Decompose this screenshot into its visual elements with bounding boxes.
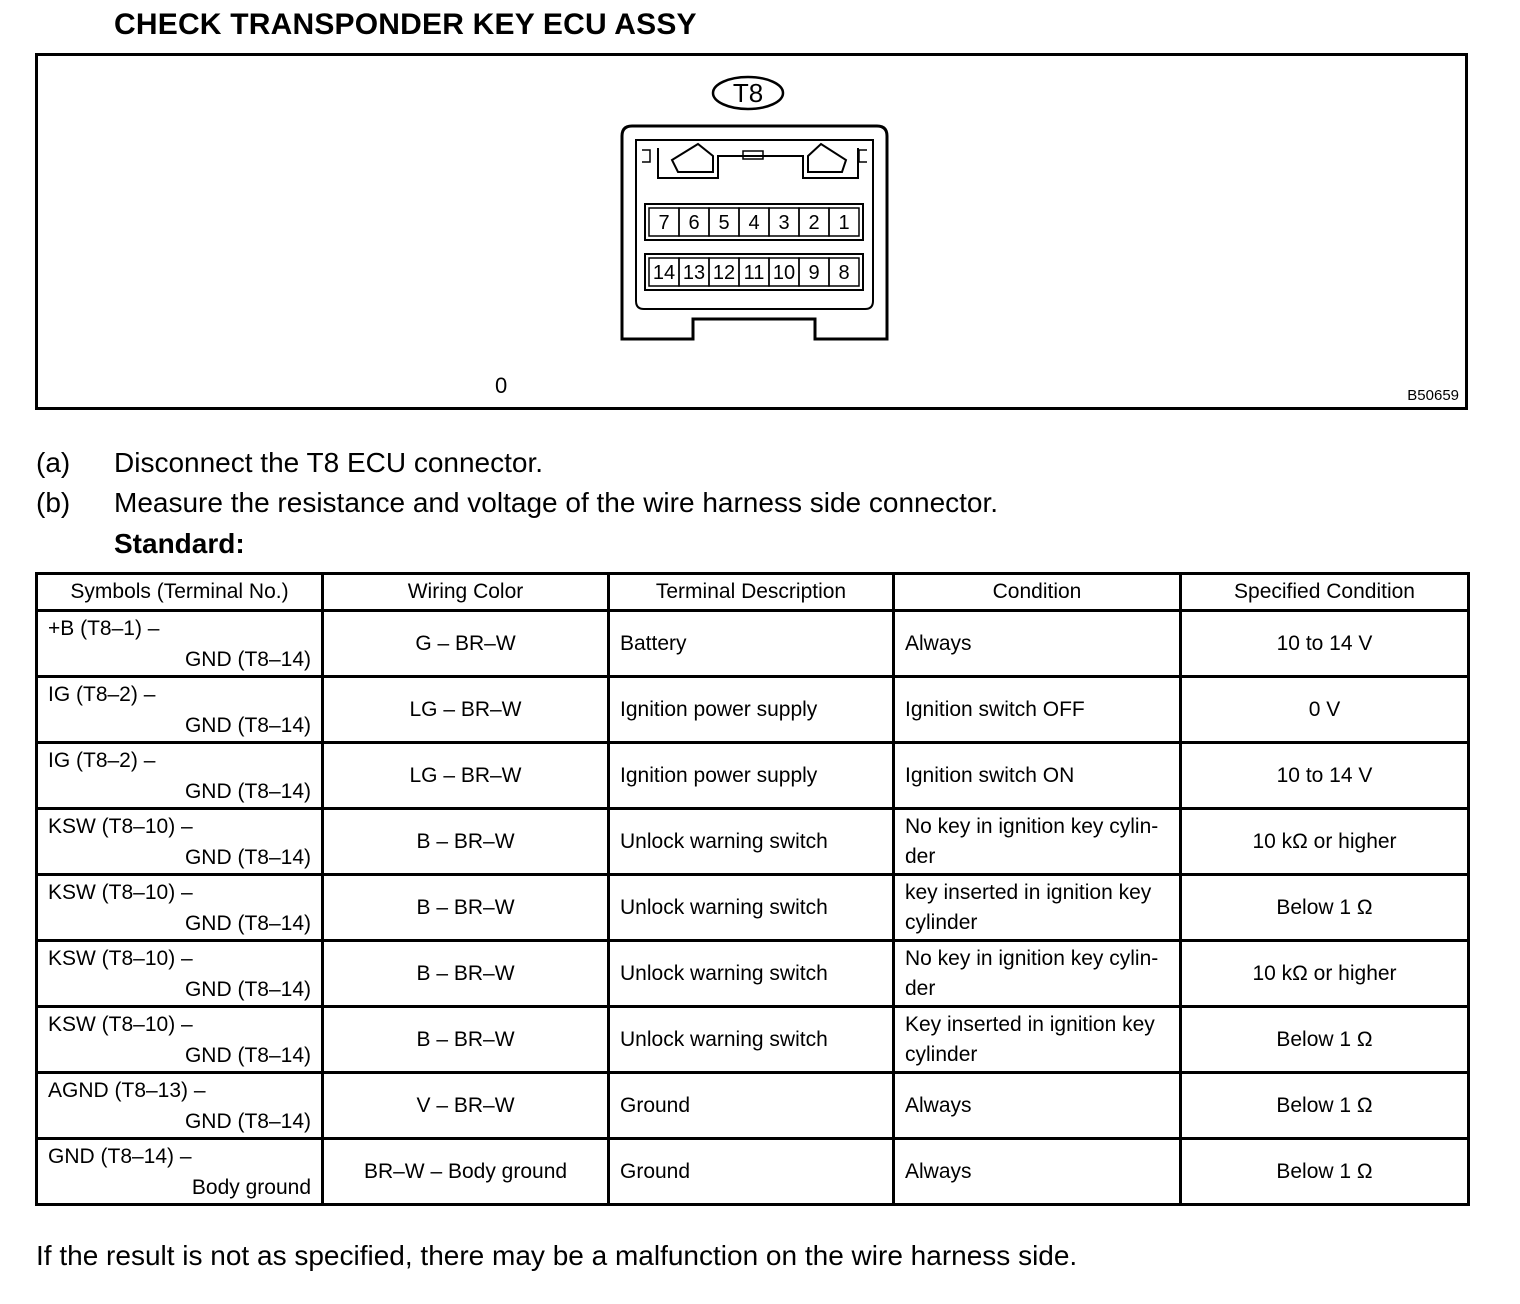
symbol-ground: GND (T8–14) bbox=[184, 911, 311, 935]
symbols-cell bbox=[37, 1007, 323, 1073]
wiring-color-cell: B – BR–W bbox=[323, 941, 609, 1007]
specified-condition-cell: 0 V bbox=[1181, 677, 1469, 743]
symbols-cell bbox=[37, 809, 323, 875]
wiring-color-cell: G – BR–W bbox=[323, 611, 609, 677]
step-text: Disconnect the T8 ECU connector. bbox=[114, 447, 544, 478]
header-specified-condition: Specified Condition bbox=[1181, 574, 1469, 611]
table-row bbox=[37, 611, 1469, 677]
header-symbols: Symbols (Terminal No.) bbox=[37, 574, 323, 611]
pin-number: 9 bbox=[808, 262, 820, 284]
pin-number: 5 bbox=[718, 212, 730, 234]
pin-number: 10 bbox=[772, 262, 796, 284]
wiring-color-cell: B – BR–W bbox=[323, 1007, 609, 1073]
specified-condition-cell: 10 to 14 V bbox=[1181, 611, 1469, 677]
pin-number: 11 bbox=[743, 262, 765, 284]
condition-cell: key inserted in ignition key cylinder bbox=[894, 875, 1181, 941]
wiring-color-cell: LG – BR–W bbox=[323, 743, 609, 809]
symbol-ground: GND (T8–14) bbox=[184, 713, 311, 737]
condition-cell: No key in ignition key cylin-der bbox=[894, 941, 1181, 1007]
wiring-color-cell: V – BR–W bbox=[323, 1073, 609, 1139]
condition-cell: Always bbox=[894, 1139, 1181, 1205]
right-latch-ear bbox=[808, 144, 846, 172]
specified-condition-cell: 10 kΩ or higher bbox=[1181, 809, 1469, 875]
specified-condition-cell: Below 1 Ω bbox=[1181, 875, 1469, 941]
symbols-cell bbox=[37, 743, 323, 809]
wiring-color-cell: B – BR–W bbox=[323, 809, 609, 875]
specified-condition-cell: Below 1 Ω bbox=[1181, 1073, 1469, 1139]
symbol-terminal: IG (T8–2) – bbox=[48, 748, 156, 772]
symbol-terminal: +B (T8–1) – bbox=[48, 616, 160, 640]
step-text: Measure the resistance and voltage of the wire harness side connector. bbox=[114, 487, 999, 518]
pin-number: 6 bbox=[688, 212, 700, 234]
wiring-color-cell: LG – BR–W bbox=[323, 677, 609, 743]
pin-number: 14 bbox=[652, 262, 676, 284]
terminal-description-cell: Unlock warning switch bbox=[609, 941, 894, 1007]
specified-condition-cell: Below 1 Ω bbox=[1181, 1007, 1469, 1073]
terminal-description-cell: Unlock warning switch bbox=[609, 875, 894, 941]
condition-cell: Ignition switch ON bbox=[894, 743, 1181, 809]
symbol-ground: GND (T8–14) bbox=[184, 977, 311, 1001]
symbols-cell bbox=[37, 941, 323, 1007]
table-row bbox=[37, 1139, 1469, 1205]
step-letter: (b) bbox=[36, 487, 71, 518]
table-header-row bbox=[37, 574, 1469, 611]
symbol-ground: GND (T8–14) bbox=[184, 647, 311, 671]
specified-condition-cell: 10 to 14 V bbox=[1181, 743, 1469, 809]
terminal-description-cell: Ignition power supply bbox=[609, 743, 894, 809]
pin-number: 2 bbox=[808, 212, 820, 234]
page-title: CHECK TRANSPONDER KEY ECU ASSY bbox=[114, 8, 697, 41]
step-a bbox=[36, 447, 543, 479]
wiring-color-cell: B – BR–W bbox=[323, 875, 609, 941]
top-pin-row bbox=[645, 204, 863, 240]
table-row bbox=[37, 1007, 1469, 1073]
symbol-ground: GND (T8–14) bbox=[184, 779, 311, 803]
symbol-terminal: GND (T8–14) – bbox=[48, 1144, 192, 1168]
pin-number: 12 bbox=[712, 262, 736, 284]
wiring-color-cell: BR–W – Body ground bbox=[323, 1139, 609, 1205]
symbol-terminal: KSW (T8–10) – bbox=[48, 880, 193, 904]
table-row bbox=[37, 941, 1469, 1007]
symbols-cell bbox=[37, 1139, 323, 1205]
terminal-description-cell: Ground bbox=[609, 1073, 894, 1139]
header-terminal-description: Terminal Description bbox=[609, 574, 894, 611]
terminal-description-cell: Unlock warning switch bbox=[609, 809, 894, 875]
table-row bbox=[37, 875, 1469, 941]
pin-number: 7 bbox=[658, 212, 670, 234]
pin-number: 3 bbox=[778, 212, 790, 234]
table-row bbox=[37, 677, 1469, 743]
symbol-terminal: KSW (T8–10) – bbox=[48, 946, 193, 970]
spec-table bbox=[35, 572, 1470, 1206]
specified-condition-cell: 10 kΩ or higher bbox=[1181, 941, 1469, 1007]
pin-number: 1 bbox=[838, 212, 850, 234]
pin-number: 13 bbox=[682, 262, 706, 284]
pin-number: 8 bbox=[838, 262, 850, 284]
step-letter: (a) bbox=[36, 447, 71, 478]
condition-cell: Always bbox=[894, 611, 1181, 677]
condition-cell: Key inserted in ignition key cylinder bbox=[894, 1007, 1181, 1073]
connector-label-text: T8 bbox=[732, 78, 764, 108]
condition-cell: Ignition switch OFF bbox=[894, 677, 1181, 743]
symbol-terminal: KSW (T8–10) – bbox=[48, 1012, 193, 1036]
symbol-terminal: KSW (T8–10) – bbox=[48, 814, 193, 838]
terminal-description-cell: Battery bbox=[609, 611, 894, 677]
terminal-description-cell: Ground bbox=[609, 1139, 894, 1205]
header-wiring-color: Wiring Color bbox=[323, 574, 609, 611]
symbols-cell bbox=[37, 1073, 323, 1139]
table-row bbox=[37, 743, 1469, 809]
terminal-description-cell: Ignition power supply bbox=[609, 677, 894, 743]
symbol-ground: GND (T8–14) bbox=[184, 1043, 311, 1067]
connector-latch bbox=[658, 148, 858, 178]
symbols-cell bbox=[37, 875, 323, 941]
condition-cell: No key in ignition key cylin-der bbox=[894, 809, 1181, 875]
result-note: If the result is not as specified, there may be a malfunction on the wire harness side. bbox=[36, 1240, 1078, 1271]
symbols-cell bbox=[37, 611, 323, 677]
figure-code: B50659 bbox=[1407, 387, 1459, 404]
bottom-pin-row bbox=[645, 254, 863, 290]
symbol-ground: GND (T8–14) bbox=[184, 845, 311, 869]
standard-label: Standard: bbox=[114, 528, 245, 559]
symbol-ground: Body ground bbox=[191, 1175, 311, 1199]
pin-number: 4 bbox=[748, 212, 760, 234]
table-row bbox=[37, 809, 1469, 875]
symbol-ground: GND (T8–14) bbox=[184, 1109, 311, 1133]
connector-figure bbox=[35, 53, 1468, 410]
symbol-terminal: IG (T8–2) – bbox=[48, 682, 156, 706]
specified-condition-cell: Below 1 Ω bbox=[1181, 1139, 1469, 1205]
table-row bbox=[37, 1073, 1469, 1139]
terminal-description-cell: Unlock warning switch bbox=[609, 1007, 894, 1073]
right-nub bbox=[859, 150, 867, 162]
symbol-terminal: AGND (T8–13) – bbox=[48, 1078, 206, 1102]
left-latch-ear bbox=[672, 144, 713, 172]
header-condition: Condition bbox=[894, 574, 1181, 611]
left-nub bbox=[642, 150, 650, 162]
symbols-cell bbox=[37, 677, 323, 743]
connector-diagram bbox=[38, 56, 1465, 407]
step-b bbox=[36, 487, 998, 519]
condition-cell: Always bbox=[894, 1073, 1181, 1139]
stray-mark: 0 bbox=[495, 373, 508, 398]
